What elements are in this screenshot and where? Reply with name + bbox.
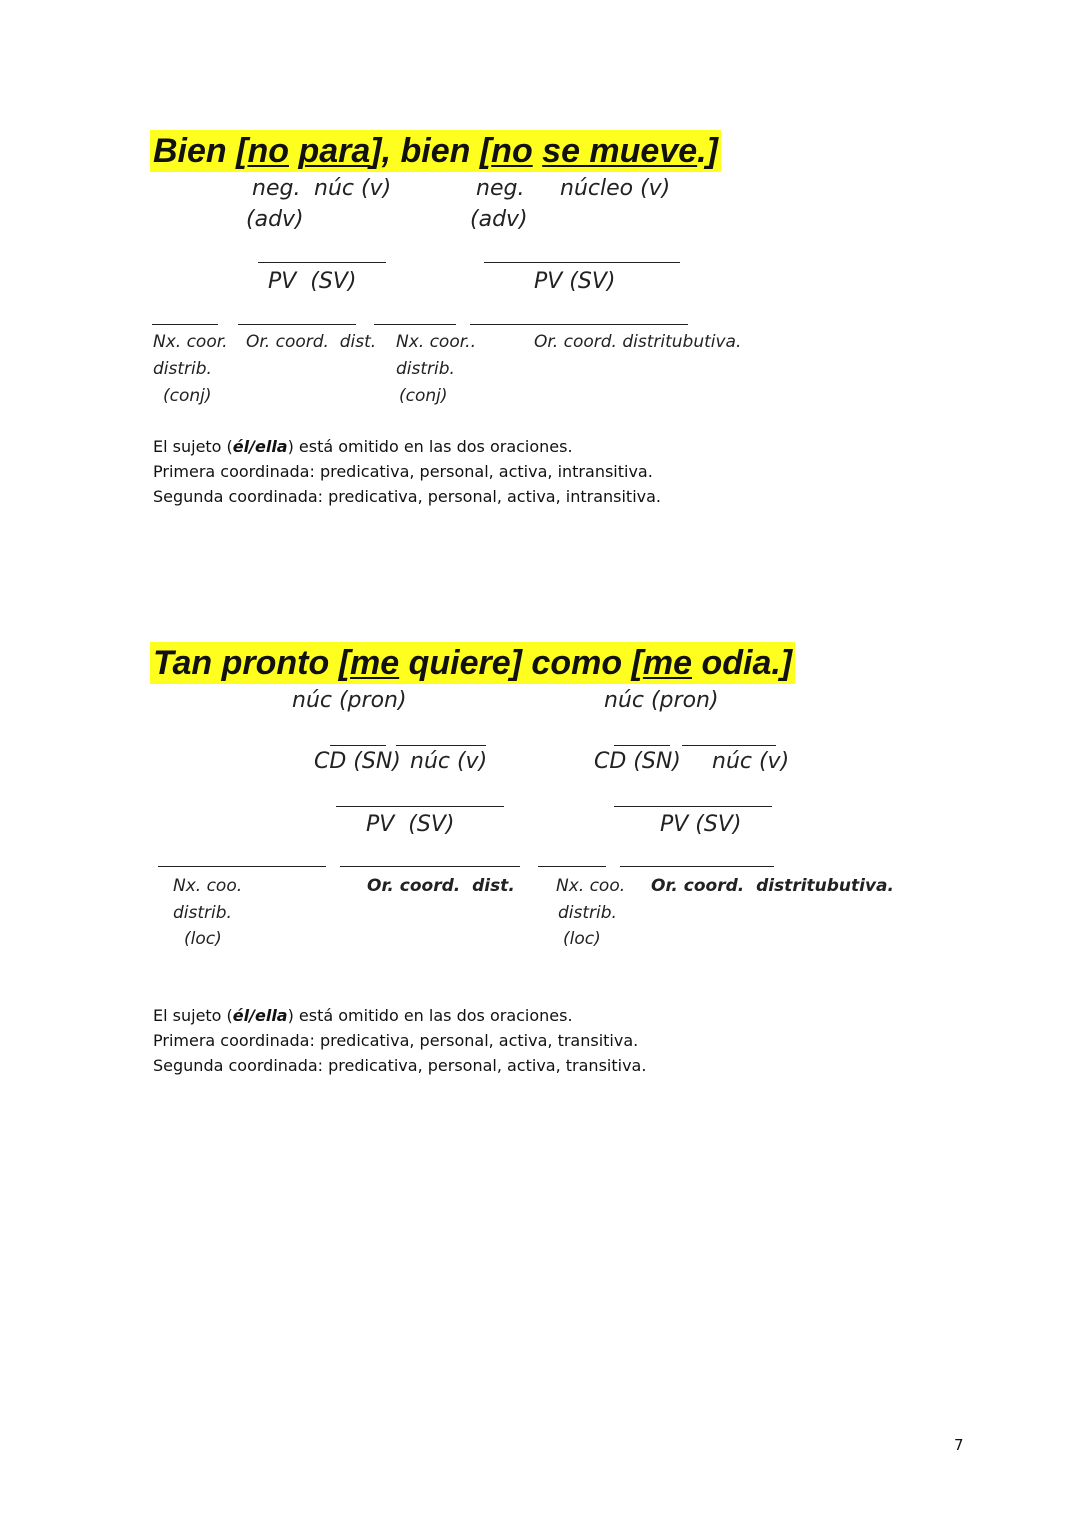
bracket-line — [682, 745, 776, 746]
label-nexus-class: (conj) — [399, 386, 448, 406]
bracket-line — [336, 806, 504, 807]
note-second-clause: Segunda coordinada: predicativa, personal, activa, transitiva. — [153, 1056, 647, 1075]
label-pv: PV (SV) — [366, 812, 455, 837]
bracket-line — [340, 866, 520, 867]
label-nexus-class: (conj) — [163, 386, 212, 406]
label-nexus-type: distrib. — [558, 903, 617, 923]
bracket-line — [238, 324, 356, 325]
bracket-line — [470, 324, 688, 325]
bracket-line — [484, 262, 680, 263]
label-neg: neg. — [476, 176, 525, 201]
bracket-line — [152, 324, 218, 325]
label-neg: neg. — [252, 176, 301, 201]
label-nexus-type: distrib. — [396, 359, 455, 379]
note-second-clause: Segunda coordinada: predicativa, personal, activa, intransitiva. — [153, 487, 662, 506]
page-number: 7 — [954, 1436, 964, 1454]
label-nucleus: núc (pron) — [604, 688, 719, 713]
label-direct-object: CD (SN) — [594, 749, 681, 774]
label-nexus: Nx. coo. — [173, 876, 243, 896]
sentence-2-title: Tan pronto [me quiere] como [me odia.] — [150, 642, 795, 684]
label-clause: Or. coord. distritubutiva. — [534, 332, 742, 352]
label-nexus-type: distrib. — [173, 903, 232, 923]
analysis-notes — [153, 1003, 913, 1078]
label-nexus: Nx. coor. — [153, 332, 228, 352]
analysis-notes — [153, 434, 913, 509]
label-nucleus: núc (pron) — [292, 688, 407, 713]
note-first-clause: Primera coordinada: predicativa, personal, activa, intransitiva. — [153, 462, 653, 481]
label-nucleus: núc (v) — [410, 749, 488, 774]
label-clause: Or. coord. distritubutiva. — [651, 876, 894, 896]
note-subject: El sujeto (él/ella) está omitido en las dos oraciones. — [153, 437, 573, 456]
bracket-line — [538, 866, 606, 867]
label-nexus: Nx. coor.. — [396, 332, 476, 352]
label-nexus-type: distrib. — [153, 359, 212, 379]
label-nexus: Nx. coo. — [556, 876, 626, 896]
label-pv: PV (SV) — [268, 269, 357, 294]
bracket-line — [374, 324, 456, 325]
label-adv: (adv) — [470, 207, 528, 232]
label-nexus-class: (loc) — [563, 929, 601, 949]
bracket-line — [614, 745, 670, 746]
bracket-line — [330, 745, 386, 746]
label-adv: (adv) — [246, 207, 304, 232]
note-subject: El sujeto (él/ella) está omitido en las dos oraciones. — [153, 1006, 573, 1025]
label-clause: Or. coord. dist. — [367, 876, 515, 896]
note-first-clause: Primera coordinada: predicativa, personal, activa, transitiva. — [153, 1031, 639, 1050]
sentence-1-title: Bien [no para], bien [no se mueve.] — [150, 130, 721, 172]
label-pv: PV (SV) — [660, 812, 742, 837]
bracket-line — [258, 262, 386, 263]
label-clause: Or. coord. dist. — [246, 332, 377, 352]
label-pv: PV (SV) — [534, 269, 616, 294]
bracket-line — [158, 866, 326, 867]
label-nucleus: núc (v) — [314, 176, 392, 201]
bracket-line — [620, 866, 774, 867]
bracket-line — [396, 745, 486, 746]
label-nucleus: núc (v) — [712, 749, 790, 774]
bracket-line — [614, 806, 772, 807]
label-nucleus: núcleo (v) — [560, 176, 671, 201]
label-nexus-class: (loc) — [184, 929, 222, 949]
label-direct-object: CD (SN) — [314, 749, 401, 774]
